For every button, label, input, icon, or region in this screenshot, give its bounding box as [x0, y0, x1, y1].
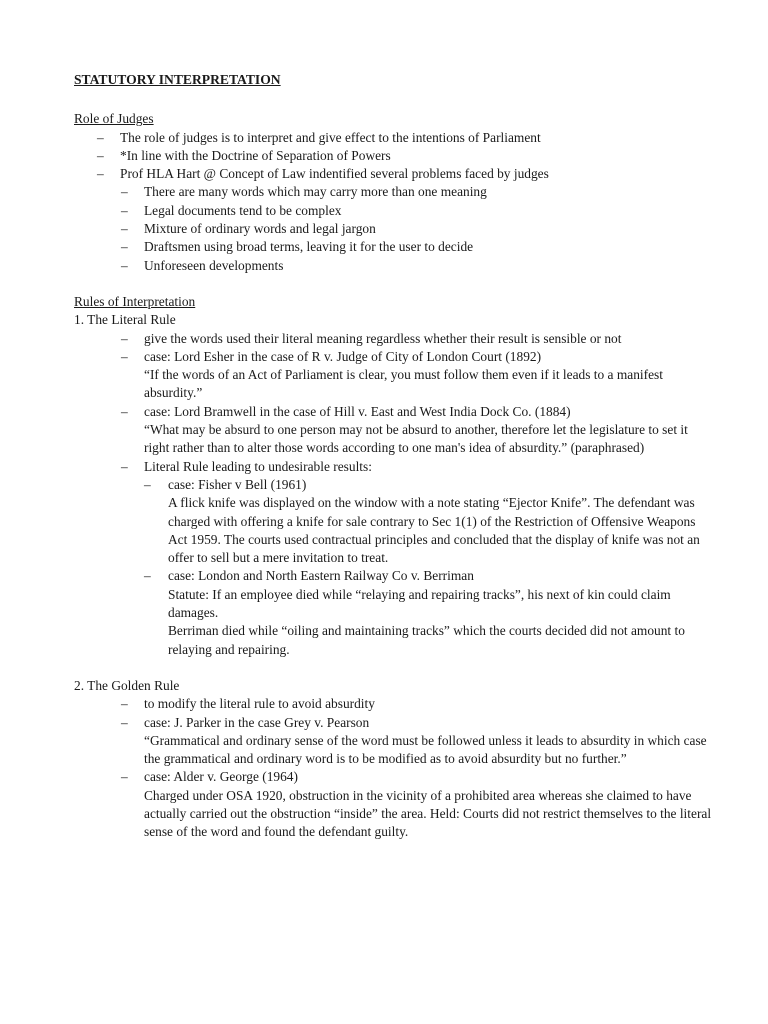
list-item-text: There are many words which may carry more than one meaning	[144, 184, 487, 200]
list-item-problem	[74, 257, 714, 275]
spacer	[74, 275, 714, 293]
dash-bullet-icon: –	[121, 348, 128, 364]
subheading-literal-rule: 1. The Literal Rule	[74, 312, 176, 328]
list-item-problem	[74, 183, 714, 201]
case-line: case: London and North Eastern Railway Co v. Berriman	[168, 568, 474, 584]
list-item-case	[74, 567, 714, 658]
spacer	[74, 659, 714, 677]
dash-bullet-icon: –	[121, 403, 128, 419]
list-item-problem	[74, 238, 714, 256]
case-quote: “If the words of an Act of Parliament is clear, you must follow them even if it leads to a manifest absurdity.”	[144, 367, 663, 401]
dash-bullet-icon: –	[121, 696, 128, 712]
dash-bullet-icon: –	[121, 202, 128, 218]
list-item-text: Legal documents tend to be complex	[144, 202, 342, 218]
case-quote: “What may be absurd to one person may not be absurd to another, therefore let the legislature to set it right rather than to alter those words according to one man's idea of absurdity.” (paraphrased)	[144, 422, 688, 456]
list-item-case	[74, 403, 714, 458]
list-item-text: Unforeseen developments	[144, 257, 284, 273]
case-description: Berriman died while “oiling and maintaining tracks” which the courts decided did not amount to relaying and repairing.	[168, 623, 685, 657]
list-item	[74, 129, 714, 147]
dash-bullet-icon: –	[121, 239, 128, 255]
case-line: case: J. Parker in the case Grey v. Pearson	[144, 714, 370, 730]
list-item-text: *In line with the Doctrine of Separation of Powers	[120, 147, 391, 163]
document-page	[74, 71, 714, 842]
dash-bullet-icon: –	[144, 568, 151, 584]
list-item	[74, 330, 714, 348]
dash-bullet-icon: –	[97, 147, 104, 163]
dash-bullet-icon: –	[121, 769, 128, 785]
case-line: case: Lord Bramwell in the case of Hill v. East and West India Dock Co. (1884)	[144, 403, 571, 419]
list-item-text: to modify the literal rule to avoid absurdity	[144, 696, 375, 712]
case-line: case: Lord Esher in the case of R v. Judge of City of London Court (1892)	[144, 348, 542, 364]
dash-bullet-icon: –	[121, 257, 128, 273]
list-item-case	[74, 476, 714, 567]
case-line: case: Alder v. George (1964)	[144, 769, 298, 785]
list-item	[74, 147, 714, 165]
subheading-golden-rule: 2. The Golden Rule	[74, 677, 180, 693]
list-item-text: give the words used their literal meaning regardless whether their result is sensible or not	[144, 330, 622, 346]
dash-bullet-icon: –	[121, 184, 128, 200]
dash-bullet-icon: –	[144, 476, 151, 492]
list-item-case	[74, 714, 714, 769]
list-item	[74, 165, 714, 183]
list-item	[74, 458, 714, 476]
list-item-problem	[74, 202, 714, 220]
list-item-case	[74, 768, 714, 841]
document-title: STATUTORY INTERPRETATION	[74, 72, 281, 87]
section-heading-rules-of-interpretation: Rules of Interpretation	[74, 293, 196, 309]
case-description: Statute: If an employee died while “relaying and repairing tracks”, his next of kin could claim damages.	[168, 586, 671, 621]
case-line: case: Fisher v Bell (1961)	[168, 476, 307, 492]
case-description: A flick knife was displayed on the window with a note stating “Ejector Knife”. The defendant was charged with offering a knife for sale contrary to Sec 1(1) of the Restriction of Offensive Weapons Act 1959. The courts used contractual principles and concluded that the display of knife was not an offer to sell but a mere invitation to treat.	[168, 495, 700, 566]
list-item-text: The role of judges is to interpret and give effect to the intentions of Parliament	[120, 129, 541, 145]
case-description: Charged under OSA 1920, obstruction in the vicinity of a prohibited area whereas she claimed to have actually carried out the obstruction “inside” the area. Held: Courts did not restrict themselves to the literal sense of the word and found the defendant guilty.	[144, 787, 712, 840]
dash-bullet-icon: –	[121, 714, 128, 730]
case-quote: “Grammatical and ordinary sense of the word must be followed unless it leads to absurdity in which case the grammatical and ordinary word is to be modified as to avoid absurdity but no further.”	[144, 732, 707, 767]
dash-bullet-icon: –	[121, 330, 128, 346]
section-heading-role-of-judges: Role of Judges	[74, 111, 154, 127]
dash-bullet-icon: –	[121, 221, 128, 237]
dash-bullet-icon: –	[97, 129, 104, 145]
list-item-text: Draftsmen using broad terms, leaving it for the user to decide	[144, 239, 474, 255]
list-item-text: Literal Rule leading to undesirable results:	[144, 458, 372, 474]
list-item-problem	[74, 220, 714, 238]
list-item-text: Mixture of ordinary words and legal jargon	[144, 221, 376, 237]
dash-bullet-icon: –	[121, 458, 128, 474]
dash-bullet-icon: –	[97, 166, 104, 182]
list-item	[74, 695, 714, 713]
list-item-case	[74, 348, 714, 403]
list-item-text: Prof HLA Hart @ Concept of Law indentified several problems faced by judges	[120, 166, 549, 182]
